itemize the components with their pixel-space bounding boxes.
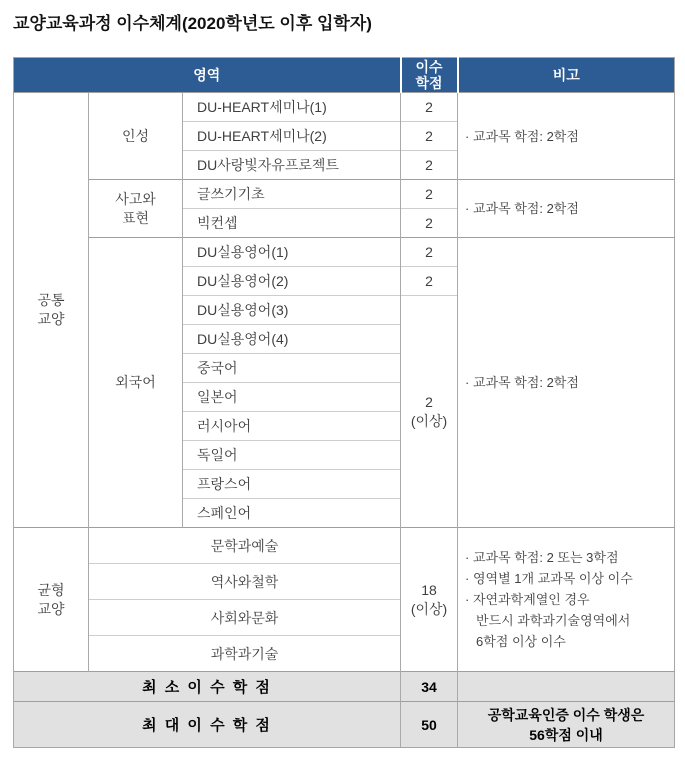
header-note: 비고 <box>458 58 675 93</box>
subgroup-thinking-line2: 표현 <box>121 209 150 226</box>
course-cell: DU사랑빛자유프로젝트 <box>183 151 401 180</box>
course-cell: 프랑스어 <box>183 470 401 499</box>
note-cell-balanced <box>458 528 675 672</box>
min-credits-label: 최 소 이 수 학 점 <box>14 672 401 702</box>
curriculum-table <box>13 57 675 748</box>
max-credits-label: 최 대 이 수 학 점 <box>14 702 401 748</box>
subgroup-cell-foreign: 외국어 <box>89 238 183 528</box>
balanced-credit-qualifier: (이상) <box>410 600 448 617</box>
course-cell: 스페인어 <box>183 499 401 528</box>
note-cell-thinking: · 교과목 학점: 2학점 <box>458 180 675 238</box>
subgroup-cell-personality: 인성 <box>89 93 183 180</box>
course-cell: 독일어 <box>183 441 401 470</box>
header-credits <box>401 58 458 93</box>
group-cell-balanced <box>14 528 89 672</box>
table-header-row <box>14 58 675 93</box>
course-cell: DU실용영어(4) <box>183 325 401 354</box>
min-credits-value: 34 <box>401 672 458 702</box>
summary-row-min <box>14 672 675 702</box>
course-cell: 빅컨셉 <box>183 209 401 238</box>
credit-cell: 2 <box>401 238 458 267</box>
max-credits-value: 50 <box>401 702 458 748</box>
course-cell: DU-HEART세미나(2) <box>183 122 401 151</box>
header-credits-line2: 학점 <box>415 75 443 91</box>
group-cell-common <box>14 93 89 528</box>
balanced-note-line: 6학점 이상 이수 <box>476 634 566 649</box>
balanced-credit-value: 18 <box>421 581 437 598</box>
course-cell: DU실용영어(3) <box>183 296 401 325</box>
course-row <box>14 180 675 209</box>
course-cell: 글쓰기기초 <box>183 180 401 209</box>
max-credits-note <box>458 702 675 748</box>
min-credits-note-empty <box>458 672 675 702</box>
course-cell: DU실용영어(1) <box>183 238 401 267</box>
area-cell: 과학과기술 <box>89 636 401 672</box>
note-cell-foreign: · 교과목 학점: 2학점 <box>458 238 675 528</box>
note-cell-personality: · 교과목 학점: 2학점 <box>458 93 675 180</box>
course-cell: 중국어 <box>183 354 401 383</box>
credit-cell: 2 <box>401 122 458 151</box>
group-common-line1: 공통 <box>37 292 65 308</box>
credit-cell: 2 <box>401 267 458 296</box>
page-title: 교양교육과정 이수체계(2020학년도 이후 입학자) <box>13 14 372 33</box>
group-balanced-line2: 교양 <box>37 600 65 617</box>
course-row <box>14 238 675 267</box>
area-cell: 사회와문화 <box>89 600 401 636</box>
credit-cell-merged <box>401 296 458 528</box>
max-credits-note-line2: 56학점 이내 <box>529 726 603 743</box>
credit-cell-balanced <box>401 528 458 672</box>
merged-credit-qualifier: (이상) <box>410 412 448 429</box>
course-row <box>14 93 675 122</box>
subgroup-cell-thinking <box>89 180 183 238</box>
credit-cell: 2 <box>401 209 458 238</box>
credit-cell: 2 <box>401 151 458 180</box>
course-row <box>14 528 675 564</box>
max-credits-note-line1: 공학교육인증 이수 학생은 <box>487 706 645 723</box>
area-cell: 역사와철학 <box>89 564 401 600</box>
balanced-note-line: 반드시 과학과기술영역에서 <box>476 613 631 628</box>
group-common-line2: 교양 <box>37 311 65 327</box>
course-cell: DU실용영어(2) <box>183 267 401 296</box>
balanced-note-line: · 자연과학계열인 경우 <box>465 592 590 607</box>
group-balanced-line1: 균형 <box>37 581 65 598</box>
header-area: 영역 <box>14 58 401 93</box>
credit-cell: 2 <box>401 180 458 209</box>
course-cell: 러시아어 <box>183 412 401 441</box>
balanced-note-line: · 교과목 학점: 2 또는 3학점 <box>465 550 619 565</box>
header-credits-line1: 이수 <box>415 59 443 75</box>
summary-row-max <box>14 702 675 748</box>
subgroup-thinking-line1: 사고와 <box>115 190 156 207</box>
course-cell: 일본어 <box>183 383 401 412</box>
area-cell: 문학과예술 <box>89 528 401 564</box>
merged-credit-value: 2 <box>425 393 433 410</box>
balanced-note-line: · 영역별 1개 교과목 이상 이수 <box>465 571 633 586</box>
course-cell: DU-HEART세미나(1) <box>183 93 401 122</box>
credit-cell: 2 <box>401 93 458 122</box>
